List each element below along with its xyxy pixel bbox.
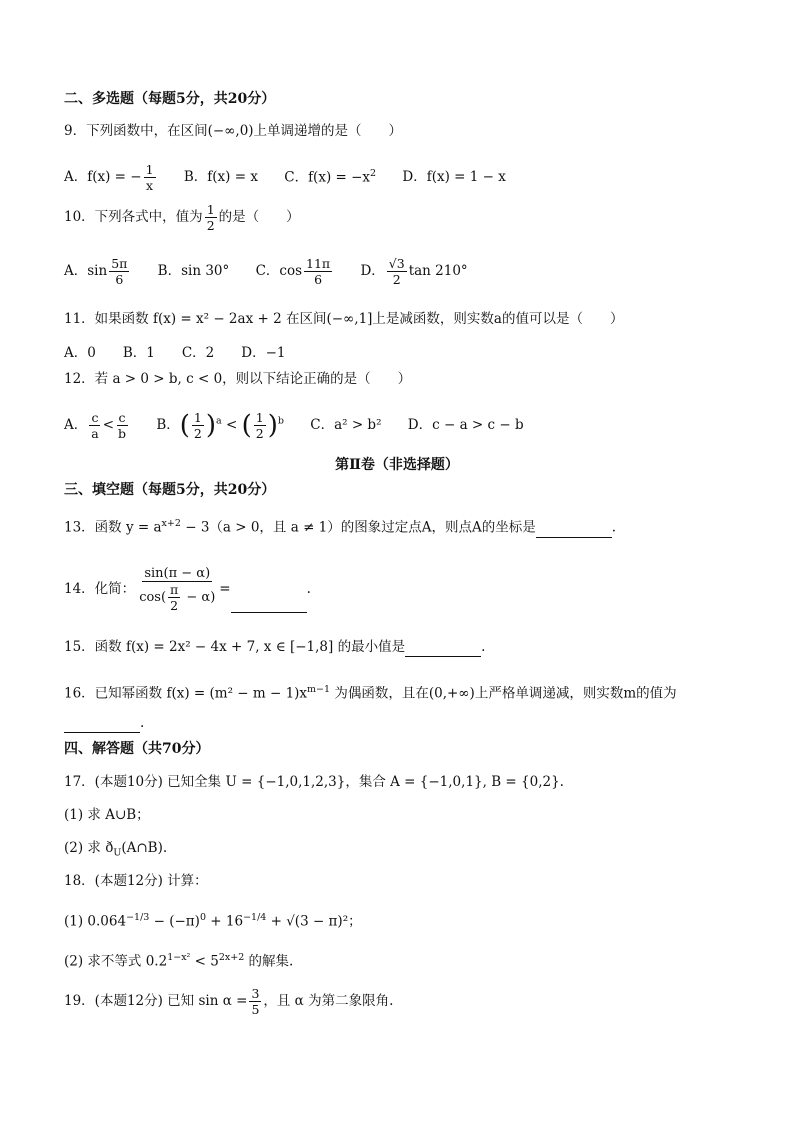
question-18-stem: 18．(本题12分) 计算： [64,873,208,889]
q10-option-a: A．sin $\frac{5\pi}{6}$ [64,256,128,287]
question-11-stem: 11．如果函数 f(x) = x² − 2ax + 2 在区间(−∞,1]上是减函数，则实数a的值可以是（ ） [64,311,624,327]
answer-blank [405,642,481,657]
part-2-title: 第Ⅱ卷（非选择题） [335,457,459,473]
question-12-stem: 12．若 a > 0 > b, c < 0，则以下结论正确的是（ ） [64,371,412,387]
question-18-part-1: (1) $0.064^{-1/3} - (-\pi)^0 + 16^{-1/4} + √(3 - \pi)^2$； [64,912,362,930]
section-3-title: 三、填空题（每题5分，共20分） [64,482,276,498]
question-11-options: A．0 B．1 C．2 D．−1 [64,345,286,361]
q12-option-c: C．a² > b² [310,417,382,433]
q9-option-c: C．$f(x) = -x^2$ [284,167,377,185]
answer-blank [231,598,307,613]
question-9-stem: 9．下列函数中，在区间(−∞,0)上单调递增的是（ ） [64,123,403,139]
question-10-stem: 10．下列各式中，值为 $\frac{1}{2}$ 的是（ ） [64,202,300,233]
question-19-stem: 19．(本题12分) 已知 sin α = $\frac{3}{5}$ ，且 α 为第二象限角. [64,986,394,1017]
question-14: 14．化简： sin(π − α) cos( $\frac{\pi}{2}$ − α) = . [64,566,311,613]
section-2-title: 二、多选题（每题5分，共20分） [64,91,276,107]
q12-option-a: A． $\frac{c}{a}$ < $\frac{c}{b}$ [64,410,127,441]
question-17-part-2: (2) 求 $ð_U(A\cap B)$. [64,840,168,859]
question-12-options [64,410,546,441]
answer-blank [536,523,612,538]
question-13: 13．函数 $y = a^{x+2} - 3(a > 0$，且 a ≠ 1）的图象过定点A，则点A的坐标是 . [64,518,617,536]
question-17-part-1: (1) 求 A∪B； [64,807,150,823]
q12-option-b: B．( $\frac{1}{2}$ )$^a$ < ( $\frac{1}{2}$ )$^b$ [156,410,284,441]
question-10-options [64,256,490,287]
question-9-options [64,162,528,193]
question-17-stem: 17．(本题10分) 已知全集 U = {−1,0,1,2,3}，集合 A = {−1,0,1}, B = {0,2}. [64,774,564,790]
answer-blank [64,718,140,733]
section-4-title: 四、解答题（共70分） [64,741,210,757]
q10-option-b: B．sin 30° [157,263,230,279]
question-16: 16．已知幂函数 $f(x) = (m^2 - m - 1)x^{m-1}$ 为偶函数，且在(0,+∞)上严格单调递减，则实数m的值为 [64,684,677,702]
question-15: 15．函数 f(x) = 2x² − 4x + 7, x ∈ [−1,8] 的最小值是 . [64,639,486,655]
q10-option-d: D． $\frac{√3}{2}$ tan 210° [360,256,468,287]
q9-option-b: B．f(x) = x [183,169,258,185]
q9-option-d: D．f(x) = 1 − x [402,169,506,185]
question-18-part-2: (2) 求不等式 $0.2^{1-x^2} < 5^{2x+2}$ 的解集. [64,952,294,970]
q9-option-a: A．f(x) = − $\frac{1}{x}$ [64,162,154,193]
q12-option-d: D．c − a > c − b [407,417,524,433]
q10-option-c: C．cos $\frac{11\pi}{6}$ [255,256,331,287]
question-16-answer-line: . [64,713,144,733]
